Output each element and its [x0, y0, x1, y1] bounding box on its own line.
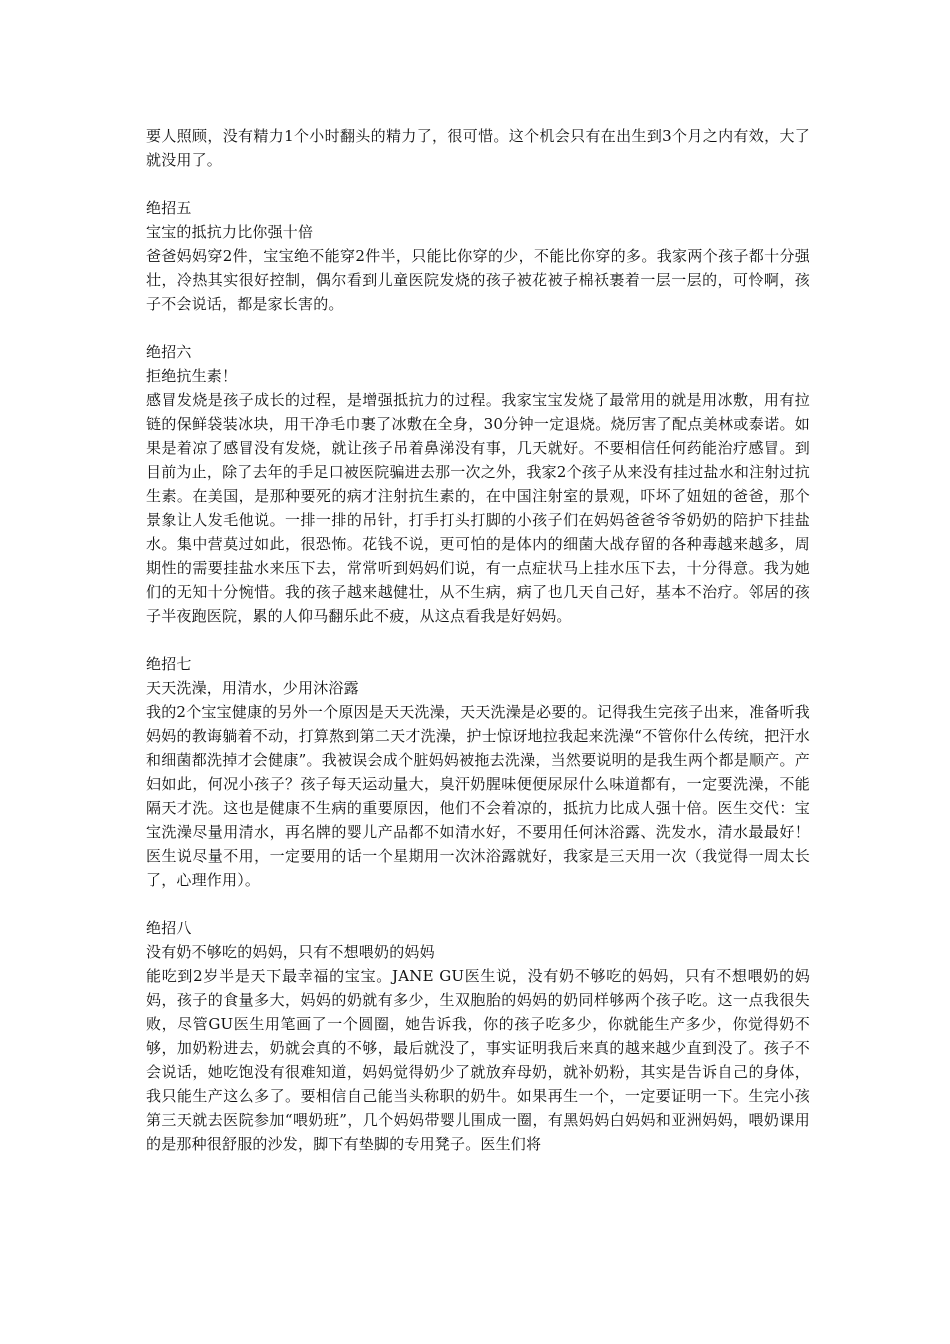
section-heading: 绝招六	[146, 343, 192, 361]
section-subtitle: 没有奶不够吃的妈妈，只有不想喂奶的妈妈	[146, 943, 435, 961]
section-body: 我的2个宝宝健康的另外一个原因是天天洗澡，天天洗澡是必要的。记得我生完孩子出来，准备听我妈妈的教诲躺着不动，打算熬到第二天才洗澡，护士惊讶地拉我起来洗澡“不管你什么传统，把汗水和细菌都洗掉才会健康”。我被误会成个脏妈妈被拖去洗澡，当然要说明的是我生两个都是顺产。产妇如此，何况小孩子？孩子每天运动量大，臭汗奶腥味便便尿尿什么味道都有，一定要洗澡，不能隔天才洗。这也是健康不生病的重要原因，他们不会着凉的，抵抗力比成人强十倍。医生交代：宝宝洗澡尽量用清水，再名牌的婴儿产品都不如清水好，不要用任何沐浴露、洗发水，清水最最好！医生说尽量不用，一定要用的话一个星期用一次沐浴露就好，我家是三天用一次（我觉得一周太长了，心理作用）。	[146, 703, 810, 889]
section-heading: 绝招五	[146, 199, 192, 217]
section-subtitle: 宝宝的抵抗力比你强十倍	[146, 223, 314, 241]
section-spacer	[146, 628, 810, 652]
section-spacer	[146, 892, 810, 916]
section-subtitle: 拒绝抗生素！	[146, 367, 238, 385]
intro-paragraph: 要人照顾，没有精力1个小时翻头的精力了，很可惜。这个机会只有在出生到3个月之内有效，大了就没用了。	[146, 127, 810, 169]
section-heading: 绝招八	[146, 919, 192, 937]
section-5	[146, 196, 810, 316]
section-body: 能吃到2岁半是天下最幸福的宝宝。JANE GU医生说，没有奶不够吃的妈妈，只有不想喂奶的妈妈，孩子的食量多大，妈妈的奶就有多少，生双胞胎的妈妈的奶同样够两个孩子吃。这一点我很失败，尽管GU医生用笔画了一个圆圈，她告诉我，你的孩子吃多少，你就能生产多少，你觉得奶不够，加奶粉进去，奶就会真的不够，最后就没了，事实证明我后来真的越来越少直到没了。孩子不会说话，她吃饱没有很难知道，妈妈觉得奶少了就放弃母奶，就补奶粉，其实是告诉自己的身体，我只能生产这么多了。要相信自己能当头称职的奶牛。如果再生一个，一定要证明一下。生完小孩第三天就去医院参加“喂奶班”，几个妈妈带婴儿围成一圈，有黑妈妈白妈妈和亚洲妈妈，喂奶课用的是那种很舒服的沙发，脚下有垫脚的专用凳子。医生们将	[146, 967, 810, 1153]
section-body: 感冒发烧是孩子成长的过程，是增强抵抗力的过程。我家宝宝发烧了最常用的就是用冰敷，用有拉链的保鲜袋装冰块，用干净毛巾裹了冰敷在全身，30分钟一定退烧。烧厉害了配点美林或泰诺。如果是着凉了感冒没有发烧，就让孩子吊着鼻涕没有事，几天就好。不要相信任何药能治疗感冒。到目前为止，除了去年的手足口被医院骗进去那一次之外，我家2个孩子从来没有挂过盐水和注射过抗生素。在美国，是那种要死的病才注射抗生素的，在中国注射室的景观，吓坏了妞妞的爸爸，那个景象让人发毛他说。一排一排的吊针，打手打头打脚的小孩子们在妈妈爸爸爷爷奶奶的陪护下挂盐水。集中营莫过如此，很恐怖。花钱不说，更可怕的是体内的细菌大战存留的各种毒越来越多，周期性的需要挂盐水来压下去，常常听到妈妈们说，有一点症状马上挂水压下去，十分得意。我为她们的无知十分惋惜。我的孩子越来越健壮，从不生病，病了也几天自己好，基本不治疗。邻居的孩子半夜跑医院，累的人仰马翻乐此不疲，从这点看我是好妈妈。	[146, 391, 810, 625]
section-body: 爸爸妈妈穿2件，宝宝绝不能穿2件半，只能比你穿的少，不能比你穿的多。我家两个孩子都十分强壮，冷热其实很好控制，偶尔看到儿童医院发烧的孩子被花被子棉袄裹着一层一层的，可怜啊，孩子不会说话，都是家长害的。	[146, 247, 810, 313]
section-spacer	[146, 316, 810, 340]
section-7	[146, 652, 810, 892]
section-subtitle: 天天洗澡，用清水，少用沐浴露	[146, 679, 359, 697]
section-heading: 绝招七	[146, 655, 192, 673]
section-spacer	[146, 172, 810, 196]
section-8	[146, 916, 810, 1156]
section-6	[146, 340, 810, 628]
document-page	[146, 124, 810, 1156]
